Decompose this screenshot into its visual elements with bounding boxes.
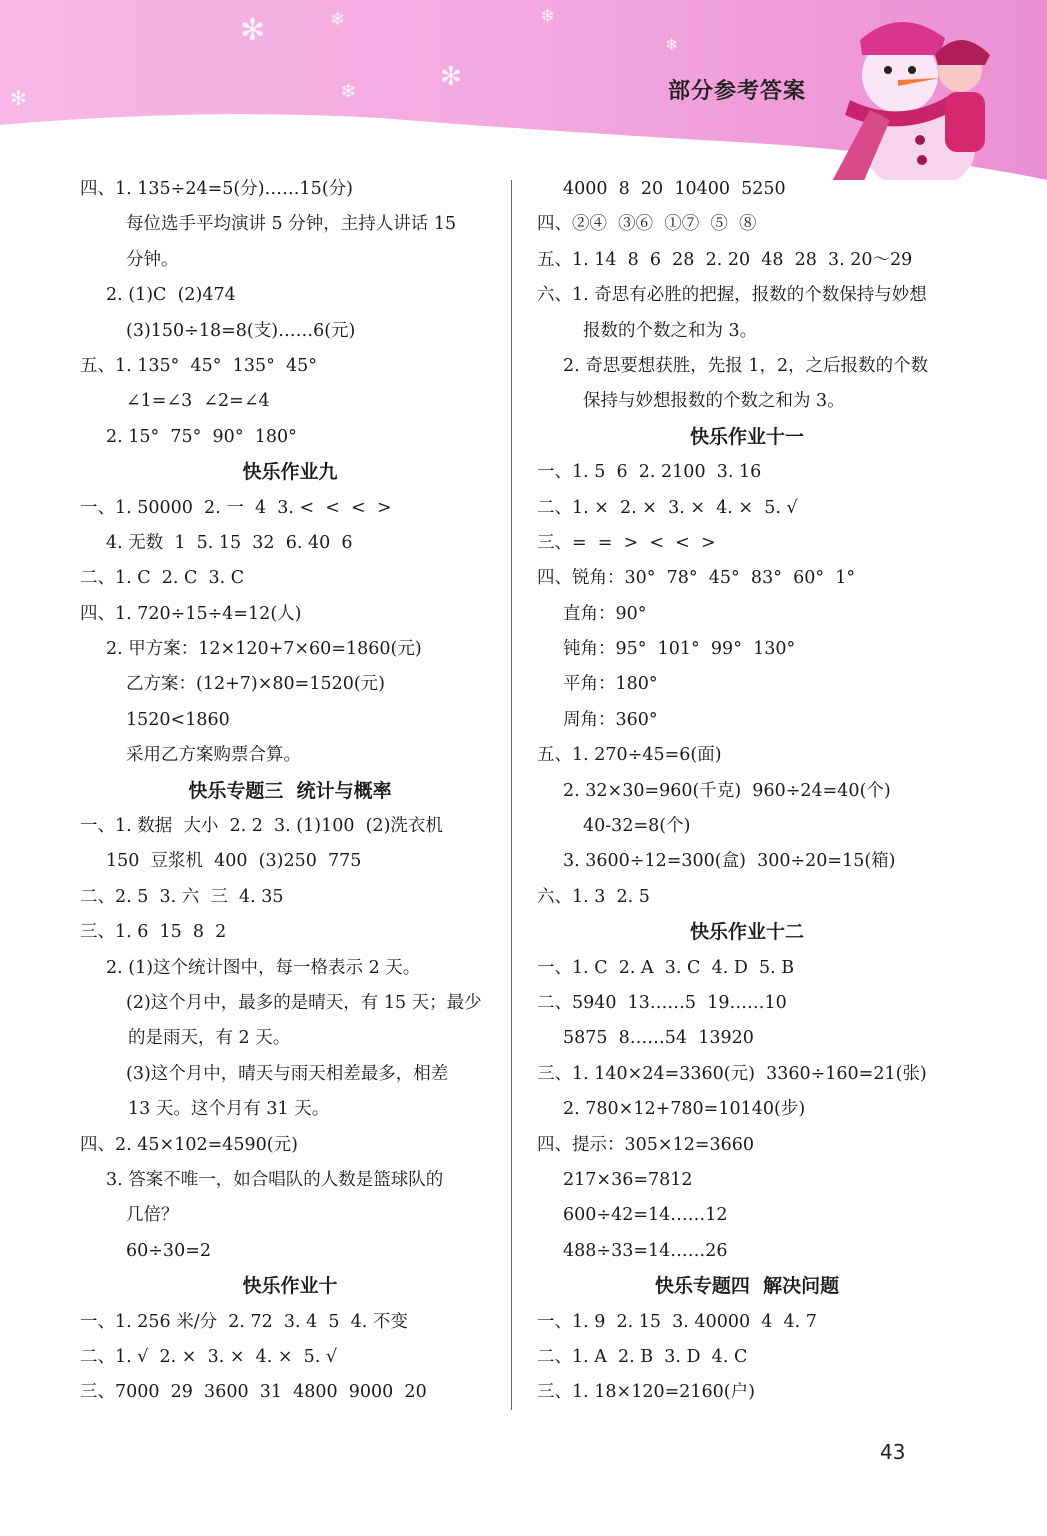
- answer-line: 1520<1860: [126, 709, 230, 730]
- svg-text:❄: ❄: [340, 79, 357, 103]
- page-number: 43: [880, 1440, 906, 1464]
- answer-line: 保持与妙想报数的个数之和为 3。: [583, 391, 845, 412]
- answer-line: 2. 甲方案：12×120+7×60=1860(元): [106, 639, 422, 660]
- answer-line: 五、1. 135° 45° 135° 45°: [80, 355, 317, 376]
- answer-line: (2)这个月中，最多的是晴天，有 15 天；最少: [126, 992, 482, 1013]
- answer-line: 2. (1)这个统计图中，每一格表示 2 天。: [106, 957, 421, 978]
- answer-line: 分钟。: [126, 249, 179, 270]
- answer-line: 的是雨天，有 2 天。: [128, 1028, 291, 1049]
- answer-line: 2. 15° 75° 90° 180°: [106, 426, 297, 447]
- svg-text:✻: ✻: [10, 86, 27, 110]
- answer-line: 一、1. 9 2. 15 3. 40000 4 4. 7: [537, 1311, 817, 1332]
- answer-line: 几倍？: [126, 1205, 179, 1226]
- answer-line: 217×36=7812: [563, 1169, 693, 1190]
- left-column: [80, 172, 500, 1411]
- answer-line: 60÷30=2: [126, 1240, 211, 1261]
- answer-line: 600÷42=14……12: [563, 1205, 728, 1226]
- answer-line: 4. 无数 1 5. 15 32 6. 40 6: [106, 532, 353, 553]
- answer-line: 2. 780×12+780=10140(步): [563, 1099, 806, 1120]
- answer-line: 五、1. 14 8 6 28 2. 20 48 28 3. 20～29: [537, 249, 913, 270]
- answer-line: 直角：90°: [563, 603, 647, 624]
- answer-line: 一、1. 5 6 2. 2100 3. 16: [537, 462, 762, 483]
- answer-line: 二、1. C 2. C 3. C: [80, 568, 245, 589]
- answer-line: 三、= = > < < >: [537, 532, 716, 553]
- answer-line: 三、7000 29 3600 31 4800 9000 20: [80, 1382, 427, 1403]
- section-heading: 快乐作业十一: [689, 425, 804, 448]
- svg-text:❄: ❄: [330, 9, 346, 30]
- section-heading: 快乐作业十: [242, 1275, 338, 1298]
- answer-line: 四、1. 720÷15÷4=12(人): [80, 603, 302, 624]
- answer-line: 5875 8……54 13920: [563, 1028, 754, 1049]
- answer-line: 二、1. √ 2. × 3. × 4. × 5. √: [80, 1346, 338, 1367]
- header-banner: [0, 0, 1047, 180]
- answer-line: 采用乙方案购票合算。: [126, 745, 301, 766]
- section-heading: 快乐作业十二: [689, 921, 804, 944]
- header-title: 部分参考答案: [668, 79, 807, 104]
- answer-line: 二、5940 13……5 19……10: [537, 992, 787, 1013]
- answer-line: 一、1. 50000 2. 一 4 3. < < < >: [80, 497, 392, 518]
- section-heading: 快乐作业九: [242, 461, 338, 484]
- answer-line: 三、1. 6 15 8 2: [80, 922, 227, 943]
- answer-line: 五、1. 270÷45=6(面): [537, 745, 722, 766]
- answer-line: 150 豆浆机 400 (3)250 775: [106, 851, 362, 872]
- answer-line: 四、提示：305×12=3660: [537, 1134, 755, 1155]
- answer-line: 488÷33=14……26: [563, 1240, 728, 1261]
- answer-line: 3. 答案不唯一，如合唱队的人数是篮球队的: [106, 1169, 444, 1190]
- answer-line: ∠1=∠3 ∠2=∠4: [126, 391, 270, 412]
- answer-line: 乙方案：(12+7)×80=1520(元): [126, 674, 386, 695]
- answer-line: 四、锐角：30° 78° 45° 83° 60° 1°: [537, 568, 856, 589]
- svg-text:✻: ✻: [440, 62, 462, 92]
- answer-line: 四、2. 45×102=4590(元): [80, 1134, 298, 1155]
- answer-line: 三、1. 18×120=2160(户): [537, 1382, 755, 1403]
- answer-line: 13 天。这个月有 31 天。: [128, 1099, 330, 1120]
- answer-line: 报数的个数之和为 3。: [583, 320, 758, 341]
- answer-line: 周角：360°: [563, 709, 658, 730]
- answer-line: 二、1. × 2. × 3. × 4. × 5. √: [537, 497, 798, 518]
- answer-line: 三、1. 140×24=3360(元) 3360÷160=21(张): [537, 1063, 927, 1084]
- answer-line: 二、1. A 2. B 3. D 4. C: [537, 1346, 748, 1367]
- answer-line: 4000 8 20 10400 5250: [563, 179, 786, 199]
- answer-line: 2. 32×30=960(千克) 960÷24=40(个): [563, 780, 891, 801]
- answer-line: 一、1. 256 米/分 2. 72 3. 4 5 4. 不变: [80, 1311, 408, 1332]
- answer-line: 六、1. 3 2. 5: [537, 886, 650, 907]
- answer-line: 2. (1)C (2)474: [106, 285, 236, 306]
- answer-line: 四、②④ ③⑥ ①⑦ ⑤ ⑧: [537, 214, 757, 235]
- answer-line: 40-32=8(个): [583, 816, 691, 837]
- svg-text:✻: ✻: [240, 13, 266, 48]
- answer-line: (3)150÷18=8(支)……6(元): [126, 320, 356, 341]
- answer-line: 二、2. 5 3. 六 三 4. 35: [80, 886, 284, 907]
- column-divider: [511, 180, 512, 1410]
- answer-line: (3)这个月中，晴天与雨天相差最多，相差: [126, 1063, 449, 1084]
- svg-text:❄: ❄: [540, 6, 556, 27]
- right-column: [537, 172, 957, 1411]
- answer-line: 六、1. 奇思有必胜的把握，报数的个数保持与妙想: [537, 285, 927, 306]
- answer-line: 四、1. 135÷24=5(分)……15(分): [80, 179, 353, 199]
- answer-line: 一、1. C 2. A 3. C 4. D 5. B: [537, 957, 795, 978]
- answer-line: 平角：180°: [563, 674, 658, 695]
- answer-line: 一、1. 数据 大小 2. 2 3. (1)100 (2)洗衣机: [80, 816, 443, 837]
- answer-line: 2. 奇思要想获胜，先报 1，2，之后报数的个数: [563, 355, 929, 376]
- section-heading: 快乐专题四 解决问题: [654, 1275, 840, 1298]
- answer-line: 钝角：95° 101° 99° 130°: [563, 639, 796, 660]
- section-heading: 快乐专题三 统计与概率: [188, 779, 392, 802]
- page-header: [0, 0, 1047, 180]
- svg-text:❄: ❄: [665, 35, 679, 54]
- answer-line: 3. 3600÷12=300(盒) 300÷20=15(箱): [563, 851, 896, 872]
- answer-line: 每位选手平均演讲 5 分钟，主持人讲话 15: [126, 214, 457, 235]
